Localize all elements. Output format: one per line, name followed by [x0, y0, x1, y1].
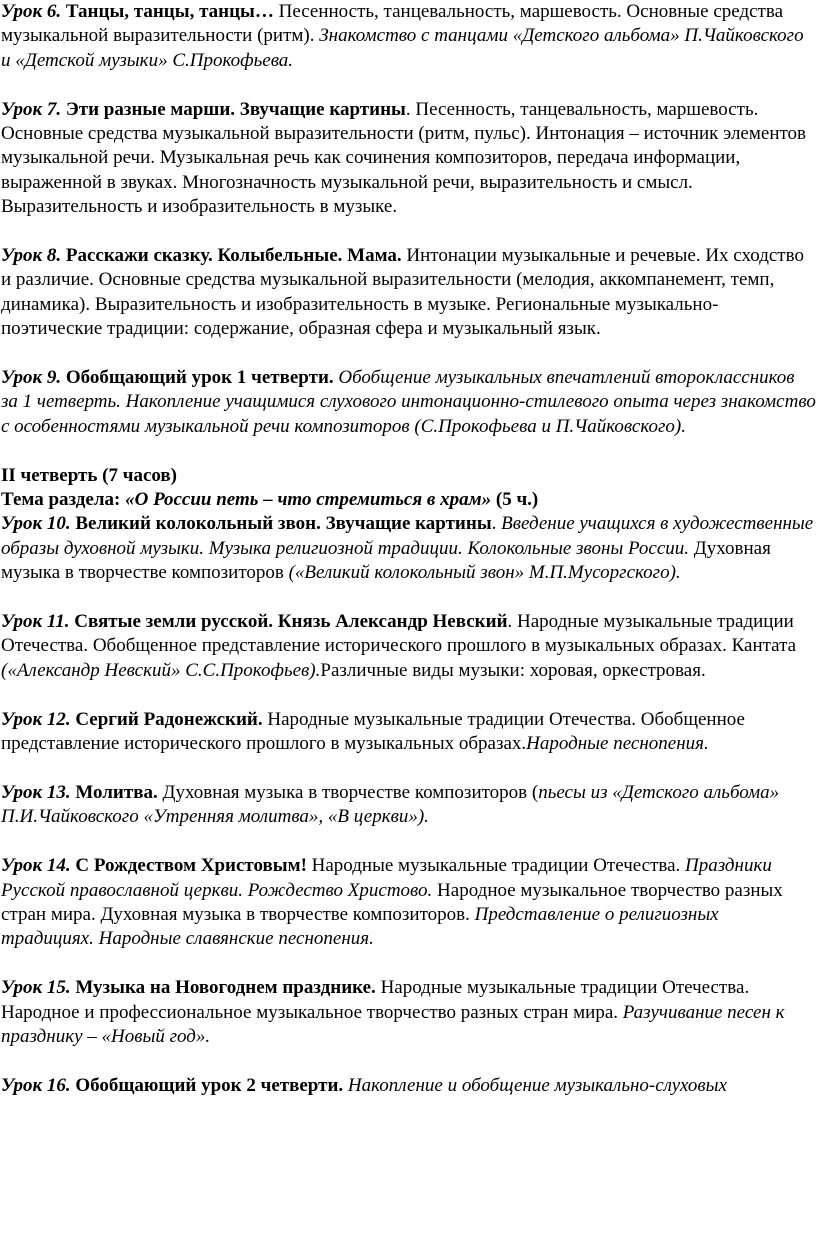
lesson-number: Урок 7. [1, 98, 62, 120]
lesson-italic-text: Обобщение музыкальных впечатлений второклассников за 1 четверть. Накопление учащимися слухового интонационно-стилевого опыта через знакомство с особенностями музыкальной речи композиторов (С.Прокофьева и П.Чайковского). [1, 367, 816, 437]
lesson-number: Урок 13. [1, 781, 71, 803]
section-topic [0, 488, 816, 512]
lesson-title: Эти разные марши. Звучащие картины [61, 98, 406, 120]
lesson-number: Урок 15. [1, 977, 71, 999]
lesson-text: Народные музыкальные традиции Отечества. [306, 855, 686, 877]
lesson-title: Музыка на Новогоднем празднике. [70, 977, 376, 999]
lesson-title: С Рождеством Христовым! [70, 855, 307, 877]
lesson-text: . [491, 513, 502, 535]
lesson-9 [0, 366, 816, 439]
topic-label: Тема раздела: [1, 489, 126, 511]
topic-name: «О России петь – что стремиться в храм» [125, 489, 492, 511]
lesson-title: Обобщающий урок 2 четверти. [70, 1074, 344, 1096]
lesson-italic-text: Разучивание песен к празднику – «Новый год». [1, 1001, 785, 1047]
lesson-text: . Песенность, танцевальность, маршевость. Основные средства музыкальной выразительности (ритм, пульс). Интонация – источник элементов музыкальной речи. Музыкальная речь как сочинения композиторов, передача информации, выраженной в звуках. Многозначность музыкальной речи, выразительность и смысл. Выразительность и изобразительность в музыке. [1, 98, 807, 218]
lesson-number: Урок 11. [1, 611, 70, 633]
lesson-title: Расскажи сказку. Колыбельные. Мама. [61, 245, 402, 267]
quarter-heading: II четверть (7 часов) [1, 464, 178, 486]
lesson-8 [0, 244, 816, 342]
lesson-text: Народные музыкальные традиции Отечества. Народное и профессиональное музыкальное творчество разных стран мира. [1, 977, 750, 1023]
lesson-title: Святые земли русской. Князь Александр Невский [69, 611, 508, 633]
lesson-text: Духовная музыка в творчестве композиторов [1, 537, 771, 584]
lesson-11 [0, 610, 816, 683]
lesson-title: Обобщающий урок 1 четверти. [61, 367, 334, 389]
lesson-italic-text: пьесы из «Детского альбома» П.И.Чайковского «Утренняя молитва», «В церкви»). [1, 781, 780, 828]
lesson-italic-text: Знакомство с танцами «Детского альбома» П.Чайковского и «Детской музыки» С.Прокофьева. [1, 25, 804, 71]
lesson-number: Урок 12. [1, 708, 71, 730]
lesson-14 [0, 854, 816, 952]
lesson-text: Песенность, танцевальность, маршевость. Основные средства музыкальной выразительности (ритм). [1, 1, 783, 47]
lesson-number: Урок 16. [1, 1074, 71, 1096]
lesson-text: Народное музыкальное творчество разных стран мира. Духовная музыка в творчестве композиторов. [1, 879, 783, 925]
lesson-italic-text: («Александр Невский» С.С.Прокофьев). [1, 659, 321, 681]
topic-hours: (5 ч.) [491, 489, 539, 511]
lesson-text: . Народные музыкальные традиции Отечества. Обобщенное представление исторического прошлого в музыкальных образах. Кантата [1, 611, 797, 657]
lesson-italic-text: Праздники Русской православной церкви. Рождество Христово. [1, 855, 772, 901]
lesson-number: Урок 14. [1, 855, 71, 877]
lesson-number: Урок 8. [1, 245, 62, 267]
lesson-15 [0, 976, 816, 1049]
lesson-number: Урок 6. [1, 1, 62, 22]
lesson-10 [0, 512, 816, 585]
lesson-13 [0, 781, 816, 830]
lesson-title: Молитва. [70, 781, 158, 803]
lesson-italic-text: Накопление и обобщение музыкально-слуховых [343, 1074, 727, 1096]
lesson-text: Духовная музыка в творчестве композиторов ( [157, 781, 539, 803]
lesson-italic-text: («Великий колокольный звон» М.П.Мусоргского). [288, 562, 681, 584]
lesson-text: Различные виды музыки: хоровая, оркестровая. [320, 659, 706, 681]
lesson-italic-text: Народные песнопения. [526, 733, 709, 755]
lesson-number: Урок 9. [1, 367, 62, 389]
lesson-title: Великий колокольный звон. Звучащие картины [70, 513, 492, 535]
lesson-title: Танцы, танцы, танцы… [61, 1, 274, 22]
lesson-title: Сергий Радонежский. [70, 708, 263, 730]
lesson-7 [0, 98, 816, 220]
lesson-6 [0, 0, 816, 73]
lesson-text: Интонации музыкальные и речевые. Их сходство и различие. Основные средства музыкальной выразительности (мелодия, аккомпанемент, темп, динамика). Выразительность и изобразительность в музыке. Региональные музыкально-поэтические традиции: содержание, образная сфера и музыкальный язык. [1, 245, 804, 340]
lesson-italic-text: Представление о религиозных традициях. Народные славянские песнопения. [1, 903, 719, 950]
lesson-italic-text: Введение учащихся в художественные образы духовной музыки. Музыка религиозной традиции. Колокольные звоны России. [1, 513, 814, 559]
lesson-16 [0, 1074, 816, 1098]
lesson-12 [0, 708, 816, 757]
lesson-text: Народные музыкальные традиции Отечества. Обобщенное представление исторического прошлого в музыкальных образах. [1, 708, 745, 755]
lesson-number: Урок 10. [1, 513, 71, 535]
